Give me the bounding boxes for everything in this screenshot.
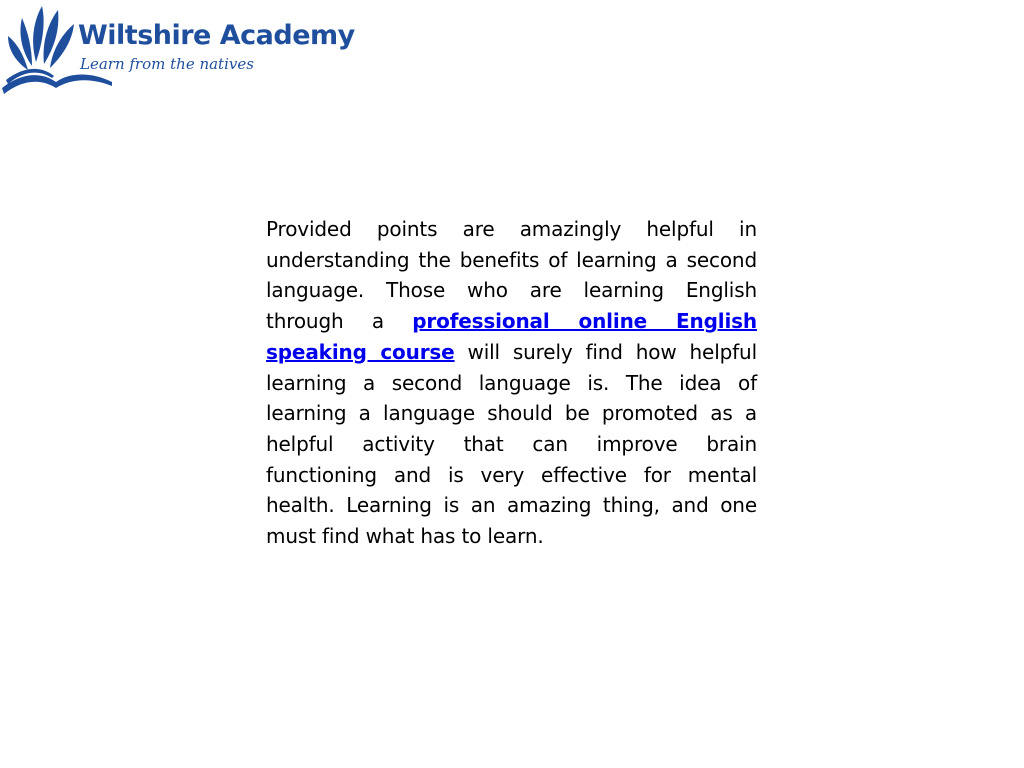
brand-logo [0,0,360,100]
course-link[interactable]: professional online English speaking course [266,309,757,364]
brand-name: Wiltshire Academy [78,20,355,51]
brand-tagline: Learn from the natives [80,55,254,73]
main-paragraph [266,214,757,552]
paragraph-text-before-link: Provided points are amazingly helpful in understanding the benefits of learning a second language. Those who are learning English through a [266,217,757,334]
paragraph-text-after-link: will surely find how helpful learning a second language is. The idea of learning a language should be promoted as a helpful activity that can improve brain functioning and is very effective for mental health. Learning is an amazing thing, and one must find what has to learn. [266,339,757,549]
